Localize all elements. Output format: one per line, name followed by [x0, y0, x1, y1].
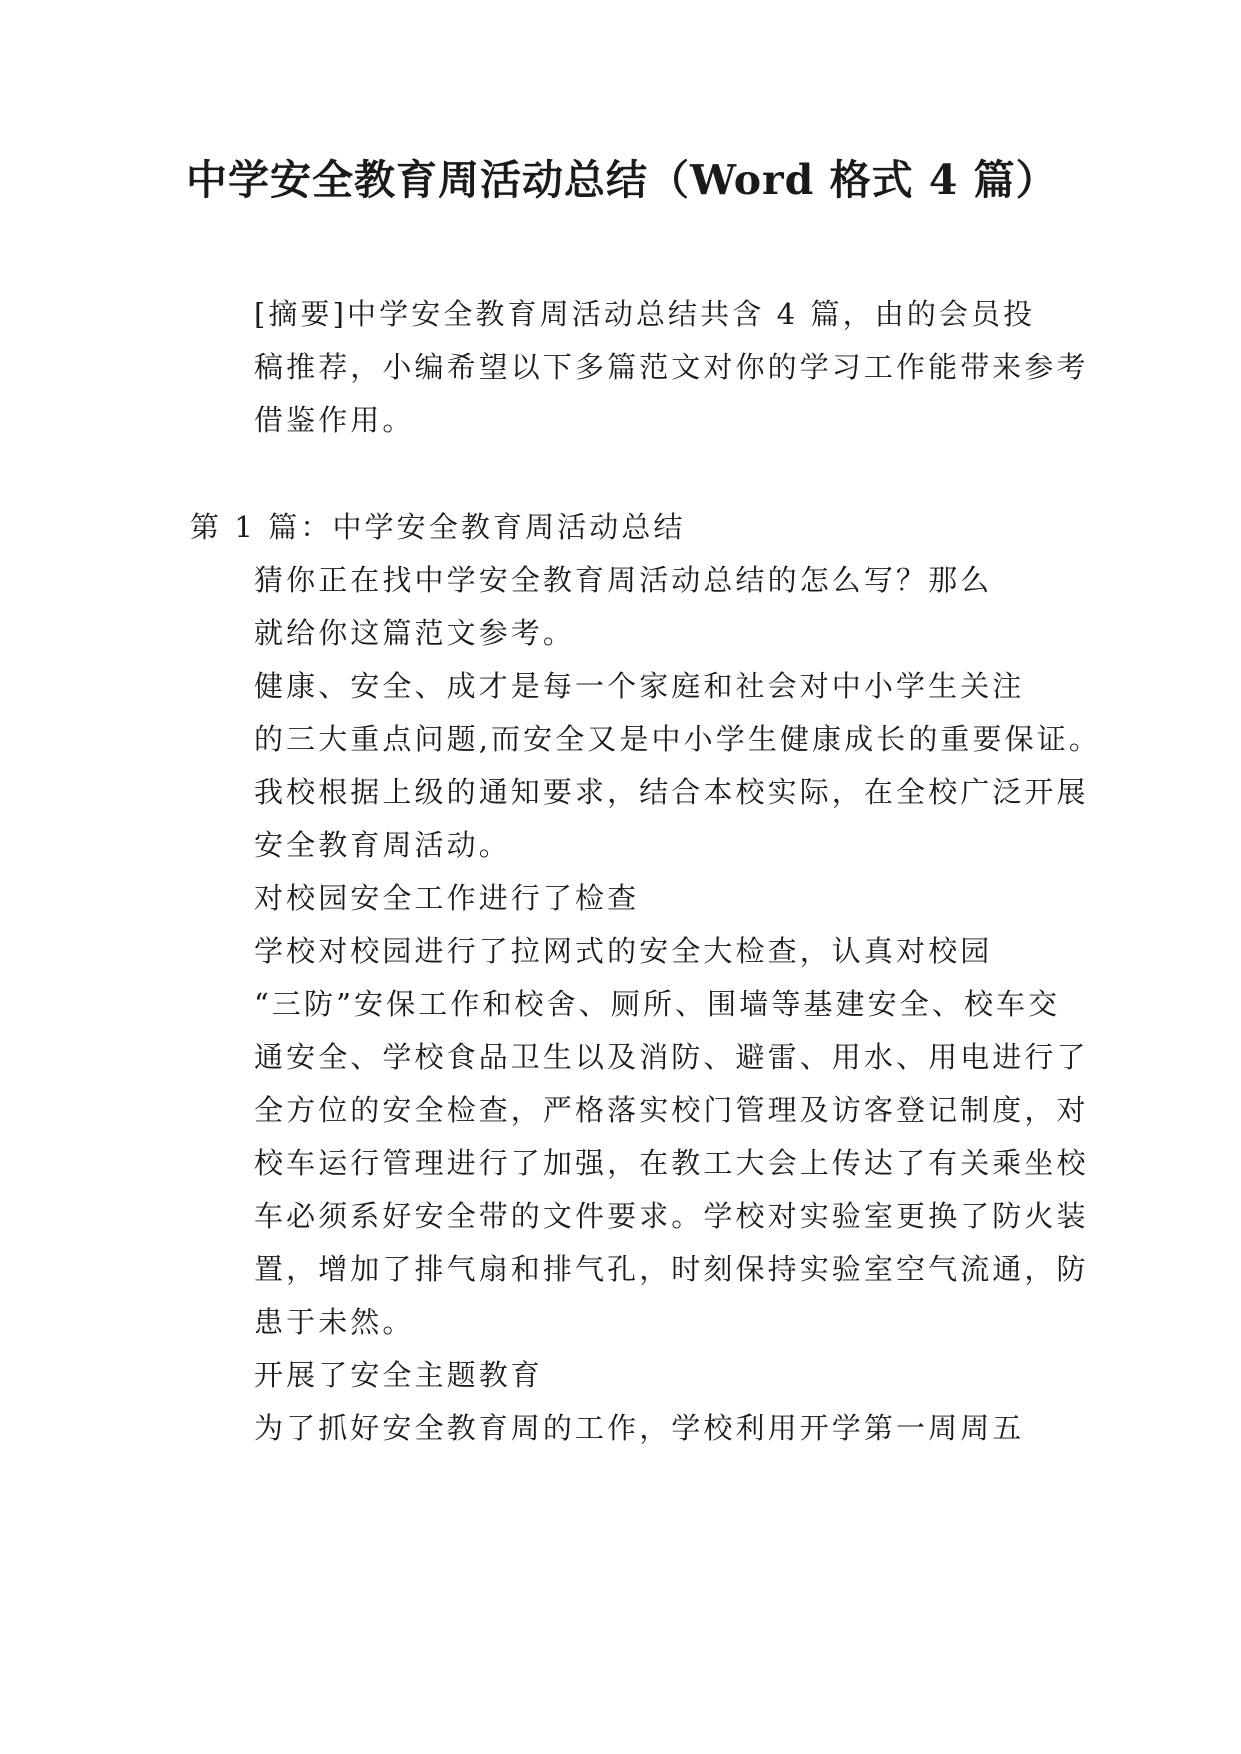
paragraph-line: 安全教育周活动。: [254, 828, 511, 862]
body-paragraph: [190, 660, 1101, 872]
paragraph-line: 我校根据上级的通知要求，结合本校实际，在全校广泛开展: [254, 775, 1089, 809]
paragraph-line: 学校对校园进行了拉网式的安全大检查，认真对校园: [254, 934, 993, 968]
body-paragraph: [190, 925, 1089, 1349]
paragraph-line: 校车运行管理进行了加强，在教工大会上传达了有关乘坐校: [254, 1146, 1089, 1180]
abstract-line: 稿推荐，小编希望以下多篇范文对你的学习工作能带来参考: [254, 350, 1089, 384]
paragraph-line: 就给你这篇范文参考。: [254, 616, 576, 650]
subheading: 对校园安全工作进行了检查: [254, 881, 640, 915]
paragraph-line: 猜你正在找中学安全教育周活动总结的怎么写？那么: [254, 563, 993, 597]
abstract-line: [摘要]中学安全教育周活动总结共含 4 篇，由的会员投: [254, 297, 1036, 331]
subheading: 开展了安全主题教育: [254, 1358, 543, 1392]
paragraph-line: 患于未然。: [254, 1305, 415, 1339]
paragraph-line: 的三大重点问题,而安全又是中小学生健康成长的重要保证。: [254, 722, 1101, 756]
paragraph-line: 健康、安全、成才是每一个家庭和社会对中小学生关注: [254, 669, 1025, 703]
abstract-paragraph: [190, 288, 1089, 447]
document-body: [190, 288, 1101, 1455]
paragraph-line: 为了抓好安全教育周的工作，学校利用开学第一周周五: [254, 1411, 1025, 1445]
paragraph-line: 通安全、学校食品卫生以及消防、避雷、用水、用电进行了: [254, 1040, 1089, 1074]
body-paragraph: [190, 1402, 1050, 1455]
abstract-line: 借鉴作用。: [254, 403, 415, 437]
paragraph-line: 全方位的安全检查，严格落实校门管理及访客登记制度，对: [254, 1093, 1089, 1127]
intro-paragraph: [190, 554, 1050, 660]
paragraph-line: 置，增加了排气扇和排气孔，时刻保持实验室空气流通，防: [254, 1252, 1089, 1286]
section-heading: 第 1 篇：中学安全教育周活动总结: [190, 510, 686, 544]
document-title: 中学安全教育周活动总结（Word 格式 4 篇）: [186, 156, 1058, 204]
paragraph-line: “三防”安保工作和校舍、厕所、围墙等基建安全、校车交: [254, 987, 1061, 1021]
paragraph-line: 车必须系好安全带的文件要求。学校对实验室更换了防火装: [254, 1199, 1089, 1233]
